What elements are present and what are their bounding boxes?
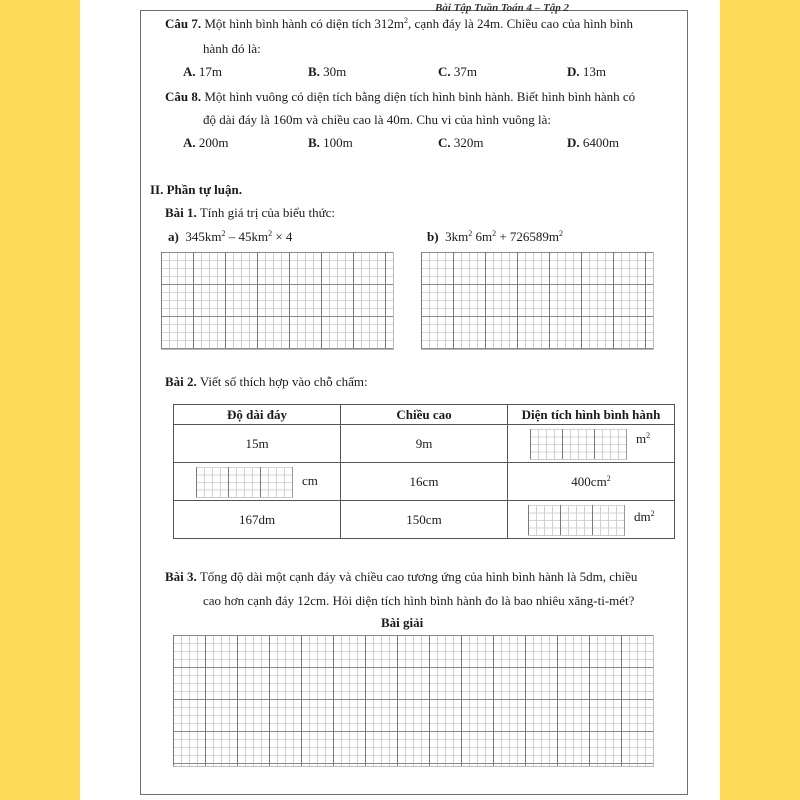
question-8: Câu 8. Một hình vuông có diện tích bằng diện tích hình bình hành. Biết hình bình hành có xyxy=(165,89,636,104)
bai1-b-answer-grid[interactable] xyxy=(421,252,654,350)
row3-area-input-grid[interactable] xyxy=(528,505,625,536)
row1-area-unit: $m^2$ xyxy=(636,431,651,446)
table-row xyxy=(174,501,675,539)
row2-base-input-grid[interactable] xyxy=(196,467,293,498)
question-7: Câu 7. Một hình bình hành có diện tích $312m^2$, cạnh đáy là 24m. Chiều cao của hình bình xyxy=(165,16,633,31)
question-8-option-d[interactable]: D. 6400m xyxy=(567,135,620,150)
question-7-option-b[interactable]: B. 30m xyxy=(308,64,347,79)
table-header-row xyxy=(174,405,675,425)
row2-base-unit: cm xyxy=(302,473,318,488)
question-8-option-c[interactable]: C. 320m xyxy=(438,135,484,150)
row1-base: 15m xyxy=(174,425,341,463)
question-8-label: Câu 8. xyxy=(165,89,202,104)
question-8-option-a[interactable]: A. 200m xyxy=(183,135,229,150)
bai1-prompt: Bài 1. Tính giá trị của biểu thức: xyxy=(165,205,336,220)
row3-area-cell xyxy=(508,501,675,539)
row3-base: 167dm xyxy=(174,501,341,539)
header-area: Diện tích hình bình hành xyxy=(508,405,675,425)
row3-height: 150cm xyxy=(341,501,508,539)
row3-area-unit: $dm^2$ xyxy=(634,509,655,524)
row1-area-cell xyxy=(508,425,675,463)
question-8-option-b[interactable]: B. 100m xyxy=(308,135,353,150)
table-row xyxy=(174,425,675,463)
row1-area-input-grid[interactable] xyxy=(530,429,627,460)
solution-heading: Bài giải xyxy=(381,615,424,630)
running-header: Bài Tập Tuần Toán 4 – Tập 2 xyxy=(435,2,569,14)
bai3-prompt-line2: cao hơn cạnh đáy 12cm. Hỏi diện tích hình bình hành đo là bao nhiêu xăng-ti-mét? xyxy=(203,593,635,608)
row2-height: 16cm xyxy=(341,463,508,501)
question-8-line2: độ dài đáy là 160m và chiều cao là 40m. Chu vi của hình vuông là: xyxy=(203,112,552,127)
question-7-label: Câu 7. xyxy=(165,16,202,31)
question-7-option-d[interactable]: D. 13m xyxy=(567,64,607,79)
bai1-a-answer-grid[interactable] xyxy=(161,252,394,350)
bai1-expression-b: b) $3km^2$ $6m^2 + 726589m^2$ xyxy=(427,229,564,244)
bai2-prompt: Bài 2. Viết số thích hợp vào chỗ chấm: xyxy=(165,374,368,389)
row1-height: 9m xyxy=(341,425,508,463)
row2-base-cell xyxy=(174,463,341,501)
bai2-table xyxy=(173,404,675,539)
question-7-option-a[interactable]: A. 17m xyxy=(183,64,223,79)
bai3-solution-grid[interactable] xyxy=(173,635,654,767)
bai1-expression-a: a) $345km^2 - 45km^2 \times 4$ xyxy=(168,229,293,244)
table-row xyxy=(174,463,675,501)
header-height: Chiều cao xyxy=(341,405,508,425)
question-7-option-c[interactable]: C. 37m xyxy=(438,64,478,79)
bai3-prompt: Bài 3. Tổng độ dài một cạnh đáy và chiều cao tương ứng của hình bình hành là 5dm, chiều xyxy=(165,569,638,584)
question-7-line2: hành đó là: xyxy=(203,41,261,56)
section-title: II. Phần tự luận. xyxy=(150,182,242,197)
header-base: Độ dài đáy xyxy=(174,405,341,425)
row2-area: $400cm^2$ xyxy=(508,463,675,501)
